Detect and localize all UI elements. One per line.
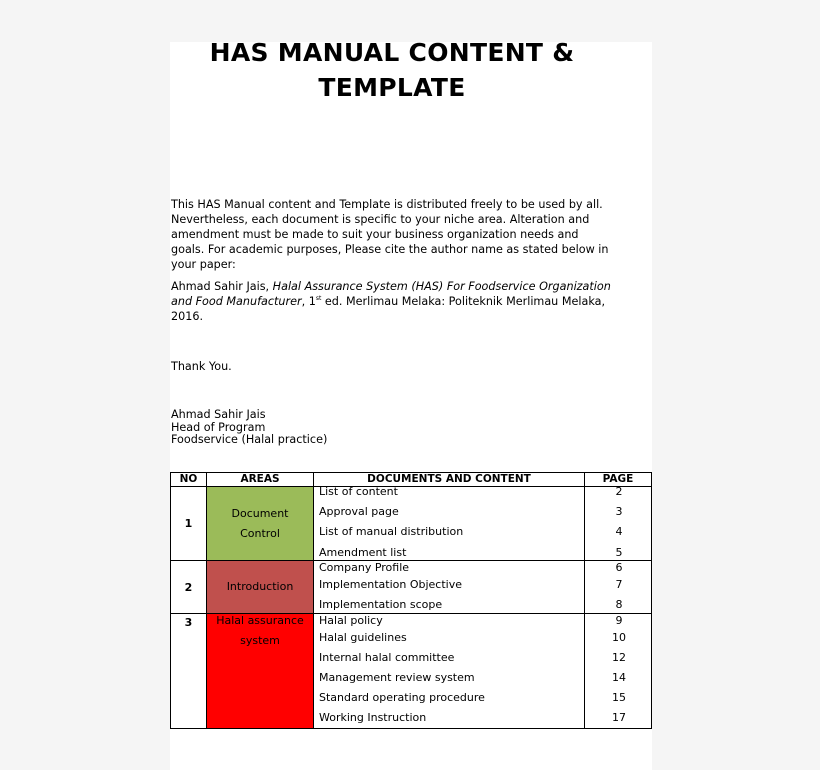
- document-item: Working Instruction: [319, 711, 427, 724]
- table-row: [171, 561, 652, 614]
- signature-block: [171, 409, 611, 447]
- document-title: [170, 35, 614, 105]
- pages-cell: [585, 561, 652, 614]
- citation-edition-suffix: st: [315, 295, 322, 302]
- page-number: 12: [612, 651, 626, 664]
- document-item: Amendment list: [319, 546, 407, 559]
- citation-publisher: ed. Merlimau Melaka: Politeknik Merlimau Melaka, 2016.: [171, 295, 606, 323]
- citation-paragraph: [171, 279, 611, 324]
- page-number: 15: [612, 691, 626, 704]
- table-row: [171, 487, 652, 561]
- document-item: Company Profile: [319, 561, 410, 574]
- citation-edition: , 1: [301, 295, 316, 308]
- signature-name: Ahmad Sahir Jais: [171, 408, 266, 421]
- area-label: Document: [231, 506, 289, 520]
- document-item: Standard operating procedure: [319, 691, 485, 704]
- document-page: [170, 38, 652, 770]
- area-label: system: [240, 634, 280, 647]
- table-row: [171, 614, 652, 729]
- document-item: Implementation scope: [319, 598, 443, 611]
- document-item: Internal halal committee: [319, 651, 455, 664]
- page-number: 3: [615, 505, 623, 518]
- document-item: List of manual distribution: [319, 525, 464, 538]
- area-cell: [207, 614, 314, 729]
- page-number: 5: [615, 546, 623, 559]
- title-line-2: TEMPLATE: [318, 73, 466, 102]
- row-number: 3: [171, 614, 207, 729]
- page-number: 8: [615, 598, 623, 611]
- document-item: Management review system: [319, 671, 475, 684]
- intro-paragraph: This HAS Manual content and Template is distributed freely to be used by all. Nevertheless, each document is specific to your niche area. Alteration and amendment must be made to suit your business organization needs and goals. For academic purposes, Please cite the author name as stated below in your paper:: [171, 198, 609, 271]
- header-areas: AREAS: [207, 473, 314, 487]
- document-item: List of content: [319, 485, 398, 498]
- header-no: NO: [171, 473, 207, 487]
- page-number: 10: [612, 631, 626, 644]
- pages-cell: [585, 614, 652, 729]
- document-item: Approval page: [319, 505, 399, 518]
- title-line-1: HAS MANUAL CONTENT &: [209, 38, 575, 67]
- row-number: 2: [171, 561, 207, 614]
- pages-cell: [585, 487, 652, 561]
- page-number: 4: [615, 525, 623, 538]
- header-page: PAGE: [585, 473, 652, 487]
- area-cell: [207, 561, 314, 614]
- citation-work: Halal Assurance System (HAS) For Foodservice Organization and Food Manufacturer: [171, 280, 611, 308]
- document-item: Halal policy: [319, 614, 383, 627]
- signature-role: Head of Program: [171, 420, 266, 434]
- area-label: Introduction: [226, 580, 294, 593]
- page-number: 17: [612, 711, 626, 724]
- thanks-text: Thank You.: [171, 360, 232, 373]
- signature-dept: Foodservice (Halal practice): [171, 433, 328, 446]
- document-item: Halal guidelines: [319, 631, 407, 644]
- page-number: 9: [615, 614, 623, 627]
- contents-table: [170, 472, 652, 729]
- document-item: Implementation Objective: [319, 578, 462, 591]
- page-number: 2: [615, 485, 623, 498]
- header-documents: DOCUMENTS AND CONTENT: [314, 473, 585, 487]
- row-number: 1: [171, 487, 207, 561]
- page-number: 14: [612, 671, 626, 684]
- page-number: 6: [615, 561, 623, 574]
- documents-cell: [314, 487, 585, 561]
- documents-cell: [314, 561, 585, 614]
- area-cell: [207, 487, 314, 561]
- area-label: Halal assurance: [216, 614, 304, 627]
- area-label: Control: [240, 526, 280, 540]
- citation-author: Ahmad Sahir Jais,: [171, 280, 273, 293]
- page-number: 7: [615, 578, 623, 591]
- documents-cell: [314, 614, 585, 729]
